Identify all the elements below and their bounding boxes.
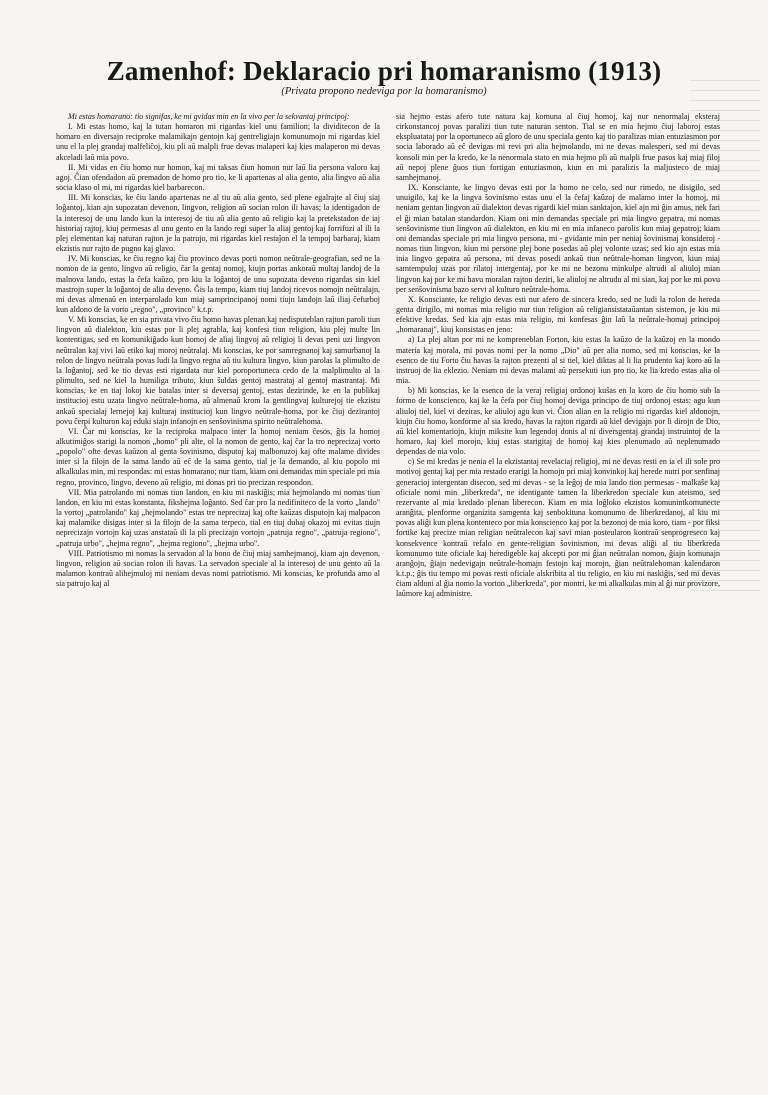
paragraph-i: I. Mi estas homo, kaj la tutan homaron mi rigardas kiel unu familion; la dividitecon de la homaro en diversajn reciproke malamikajn gentojn kaj gentreligiajn komunumojn mi rigardas kiel unu el la plej grandaj malfeliĉoj, kiu pli aŭ malpli frue devas malaperi kaj kies malaperon mi devas akceladi laŭ mia povo.	[56, 122, 380, 162]
paragraph-iv: IV. Mi konscias, ke ĉiu regno kaj ĉiu provinco devas porti nomon neŭtrale-geografian, sed ne la nomon de ia gento, lingvo aŭ religio, ĉar la gentaj nomoj, kiujn portas ankoraŭ multaj landoj de la malnova lando, estas la ĉefa kaŭzo, pro kiu la loĝantoj de unu supozata deveno rigardas sin kiel mastrojn super la loĝantoj de alia deveno. Ĝis la tempo, kiam tiuj landoj ricevos nomojn neŭtralajn, mi devas almenaŭ en interparolado kun miaj samprincipanoj nomi tiujn landojn laŭ iliaj ĉefurboj kun aldono de la vorto „regno", „provinco" k.t.p.	[56, 254, 380, 314]
paragraph-x-c: c) Se mi kredas je nenia el la ekzistantaj revelaciaj religioj, mi ne devas resti en ia el ili sole pro motivoj gentaj kaj per mia restado erarigi la homojn pri miaj konvinkoj kaj heredе nutri por senfinaj generacioj intergentan disecon, sed mi devas - se la leĝoj de mia lando tion permesas - malkaŝe kaj oficiale nomi min „liberkreda", ne identigante tamen la liberkredon speciale kun ateismo, sed rezervante al mia kredado plenan liberecon. Kiam en mia loĝloko ekzistos komunintkomunecte aranĝita, plenforme organizita samgenta kaj senbokituna komunumo de liberkredanoj, al kiu mi povas aliĝi kun plena kontenteco por mia konscienco kaj por la bezonoj de mia koro, tiam - por fiksi fortike kaj precize mian religian neŭtralecon kaj savi mian posteularon kontraŭ senprogreseco kaj konsekvence kontraŭ refalo en gente-religian ŝovinismon, mi devas aliĝi al tiu liberkreda komunumo tute oficiale kaj heredigeble kaj akcepti por mi ĝian neŭtralan nomon, ĝiajn komunajn aranĝojn, ĝiajn nedevigajn neŭtrale-homajn festojn kaj morojn, ĝian neŭtralehoman kalendaron k.t.p.; ĝis tiu tempo mi povas resti oficiale alskribita al tiu religio, en kiu mi naskiĝis, sed mi devas ĉiam aldoni al ĝia nomo la vorton „liberkreda", por montri, ke mi alkalkulas min al ĝi nur provizore, laŭmore kaj administre.	[396, 457, 720, 599]
paragraph-viii-continued: sia hejmo estas afero tute natura kaj komuna al ĉiuj homoj, kaj nur nenormalaj eksteraj cirkonstancoj povas paralizi tiun tute naturan senton. Tial se en mia hejmo ĉiuj laboroj estas ekspluatataj por la oportuneco aŭ gloro de unu speciala gento kaj tio paralizas mian entuziasmon por socia laborado aŭ eĉ devigas mi revi pri alia hejmolando, mi ne devas malesperi, sed mi devas konsoli min per la kredo, ke la nenormala stato en mia hejmo pli aŭ malpli frue pasos kaj miaj filoj aŭ nepoj plene ĝuos tiun fortigan entuziasmon, kiun en mi paralizis la maljusteco de miaj samhejmanoj.	[396, 112, 720, 182]
paragraph-ii: II. Mi vidas en ĉiu homo nur homon, kaj mi taksas ĉiun homon nur laŭ lia persona valoro kaj agoj. Ĉian ofendadon aŭ premadon de homo pro tio, ke li apartenas al alia gento, alia lingvo aŭ alia socia klaso ol mi, mi rigardas kiel barbarecon.	[56, 162, 380, 193]
paragraph-iii: III. Mi konscias, ke ĉiu lando apartenas ne al tiu aŭ alia gento, sed plene egalrajte al ĉiuj siaj loĝantoj, kian ajn supozatan devenon, lingvon, religion aŭ socian rolon ili havas; la identigadon de la interesoj de unu lando kun la interesoj de tiu aŭ alia gento aŭ religio kaj la pretekstadon de iaj historiaj rajtoj, kiuj permesas al unu gento en la lando regi super la aliaj gentoj kaj forrifuzi al ili la plej elementan kaj naturan rajton je la patrujo, mi rigardas kiel restaĵon el la tempoj barbaraj, kiam ekzistis nur rajto de pugno kaj glavo.	[56, 193, 380, 254]
paragraph-vii: VII. Mia patrolando mi nomas tiun landon, en kiu mi naskiĝis; mia hejmolando mi nomas tiun landon, en kiu mi estas konstanta, fikshejma loĝanto. Sed ĉar pro la nedifiniteco de la vorto „lando" la vortoj „patrolando" kaj „hejmolando" estas tre neprecizaj kaj ofte kaŭzas disputojn kaj malpacon kaj malamike disigas inter si la filojn de la sama terpeco, tial en tiuj dubaj okazoj mi evitas tiujn neprecizajn vortojn kaj uzas anstataŭ ili la pli precizajn vortojn „patruja regno", „patruja regiono", „patruja urbo", „hejma regno", „hejma regiono", „hejma urbo".	[56, 487, 380, 548]
paragraph-viii: VIII. Patriotismo mi nomas la servadon al la bono de ĉiuj miaj samhejmanoj, kiam ajn devenon, lingvon, religion aŭ socian rolon ili havas. La servadon speciale al la interesoj de unu gento aŭ la malamon kontraŭ alihejmuloj mi neniam devas nomi patriotismo. Mi konscias, ke profunda amo al sia patrujo kaj al	[56, 548, 380, 589]
paragraph-vi: VI. Ĉar mi konscias, ke la reciproka malpaco inter la homoj neniam ĉesos, ĝis la homoj alkutimiĝos starigi la nomon „homo" pli alte, ol la nomon de gento, kaj ĉar la tro neprecizaj vorto „popolo" ofte devas kaŭzon al genta ŝovinismo, disputoj kaj malbonuzoj kaj ofte malame divides inter si la filojn de la sama lando aŭ eĉ de la sama gento, tial je la demando, al kiu popolo mi alkalkulas min, mi respondas: mi estas homarano; nur tiam, kiam oni demandas min speciale pri mia regno, provinco, lingvo, deveno aŭ religio, mi donas pri tio precizan respondon.	[56, 426, 380, 487]
paragraph-x: X. Konsciante, ke religio devas esti nur afero de sincera kredo, sed ne ludi la rolon de hereda genta dirigilo, mi nomas mia religio nur tiun religion aŭ religiansistataŭantan sistemon, je kiu mi efektive kredas. Sed kia ajn estas mia religio, mi konfesas ĝin laŭ la neŭtrale-homaj principoj „homaranaj", kiuj konsistas en jeno:	[396, 294, 720, 335]
paragraph-x-a: a) La plej altan por mi ne kompreneblan Forton, kiu estas la kaŭzo de la kaŭzoj en la mondo materia kaj morala, mi povas nomi per la nomo „Dio" aŭ per alia nomo, sed mi konscias, ke la esenco de tiu Forto ĉiu havas la rajton prezenti al si tiel, kiel diktas al li lia prudento kaj koro aŭ la instruoj de lia eklezio. Neniam mi devas malami aŭ persekuti iun pro tio, ke lia kredo estas alia ol mia.	[396, 335, 720, 386]
left-column	[56, 112, 380, 589]
document-subtitle: (Privata propono nedeviga por la homaranismo)	[281, 86, 487, 97]
paragraph-v: V. Mi konscias, ke en sia privata vivo ĉiu homo havas plenan kaj nedisputeblan rajton paroli tiun lingvon aŭ dialekton, kiu estas por li plej agrabla, kaj konfesi tiun religion, kiu plej multe lin kontentigas, sed en komunikiĝado kun homoj de aliaj lingvoj aŭ religioj li devas peni uzi lingvon neŭtralan kaj vivi laŭ etiko kaj moroj neŭtralaj. Mi konscias, ke por samregnanoj kaj samurbanoj la rolon de lingvo neŭtrala povas ludi la lingvo regna aŭ tiu kultura lingvo, kiun parolas la plimulto de la loĝantoj, sed ke tio devas esti rigardata nur kiel poroportuneca cedo de la malplimulto al la plimulto, sed ne kiel la humiliga tributo, kiun ŝuldas gentoj mastrataj al gentoj mastrantaj. Mi konscias, ke en tiaj lokoj kie batalas inter si deversaj gentoj, estas dezirinde, ke en la publikaj institucioj estu uzata lingvo neŭtrale-homa, aŭ almenaŭ krom la gentlingvaj kulturejoj tie ekzistu ankaŭ specialaj lernejoj kaj kulturaj institucioj kun lingvo neŭtrale-homa, por ke ĉiuj dezirantoj povu ĉerpi kulturon kaj eduki siajn infanojn en senŝovinisma spirito neŭtralehoma.	[56, 315, 380, 426]
intro-paragraph: Mi estas homarano: tio signifas, ke mi gvidas min en la vivo per la sekvantaj principoj:	[68, 112, 350, 121]
document-title: Zamenhof: Deklaracio pri homaranismo (1913)	[106, 56, 662, 86]
paragraph-x-b: b) Mi konscias, ke la esenco de la veraj religiaj ordonoj kuŝas en la koro de ĉiu homo sub la formo de konscienco, kaj ke la ĉefa por ĉiuj homoj deviga principo de tiuj ordonoj estas: agu kun aliuloj tiel, kiel vi deziras, ke aliuloj agu kun vi. Ĉion alian en la religio mi rigardas kiel aldonojn, kiujn ĉiu homo, konforme al sia kredo, havas la rajton rigardi aŭ kiel devigajn por li dirojn de Dio, aŭ kiel komentariojn, kiujn miksite kun legendoj donis al ni diversgentaj grandaj instruintoj de la homaro, kaj kiel morojn, kiuj estas starigitaj de homoj kaj kies plenumado aŭ neplenumado dependas de nia volo.	[396, 386, 720, 457]
paragraph-ix: IX. Konsciante, ke lingvo devas esti por la homo ne celo, sed nur rimedo, ne disigilo, sed unuigilo, kaj ke la lingva ŝovinismo estas unu el la ĉefaj kaŭzoj de malamo inter la homoj, mi neniam gentan lingvon aŭ dialekton devas rigardi kiel mian sanktajon, kiel ajn mi ĝin amus, nek fari el ĝi mian batalan standardon. Kiam oni min demandas speciale pri mia lingvo gepatra, mi nomas senŝovinisme tiun lingvon aŭ dialekton, en kiu mi en mia infaneco parolis kun miaj gepatroj; kiam oni demandas speciale pri mia lingvo persona, mi - gvidante min per neniaj ŝovinismaj konsideroj - nomas tiun lingvon, kiun mi persone plej bone posedas aŭ plej volonte uzas; sed kio ajn estas mia inia lingvo gepatra aŭ persona, mi devas posedi ankaŭ tiun neŭtrale-homan lingvon, kiun miaj samtempuloj uzas por rilatoj intergentaj, por ke mi ne bezonu minkulpe altrudi al aliuloj mian lingvon kaj por ke mi havu moralan rajton deziri, ke aliuloj ne altrudu al mi sian, kaj por ke mi povu per senŝovinisma bazo servi al kulturo neŭtrale-homa.	[396, 183, 720, 294]
right-column	[396, 112, 720, 600]
